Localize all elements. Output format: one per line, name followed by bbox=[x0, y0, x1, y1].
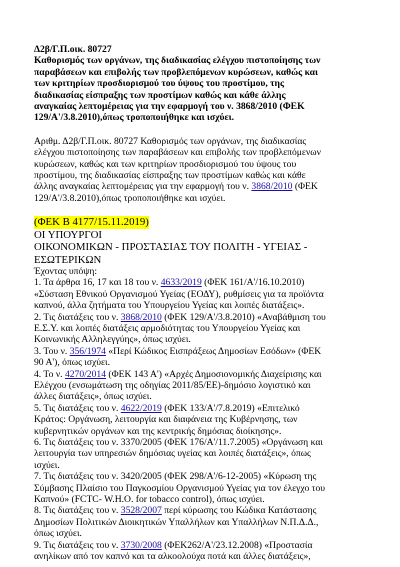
list-item: 7. Τις διατάξεις του ν. 3420/2005 (ΦΕΚ 298/Α'/6-12-2005) «Κύρωση της bbox=[34, 471, 317, 483]
ministers-title: ΟΙ ΥΠΟΥΡΓΟΙ bbox=[34, 228, 102, 241]
list-item-text: Δημοσίων Πολιτικών Διοικητικών Υπαλλήλων και Υπαλλήλων Ν.Π.Δ.Δ., bbox=[34, 516, 319, 528]
list-item: 6. Τις διατάξεις του ν. 3370/2005 (ΦΕΚ 176/Α'/11.7.2005) «Οργάνωση και bbox=[34, 437, 323, 448]
summary-line: ελέγχου πιστοποίησης των παραβάσεων και επιβολής των προβλεπόμενων bbox=[34, 147, 321, 159]
list-item-text: Κοινωνικής Αλληλεγγύης», όπως ισχύει. bbox=[34, 334, 191, 346]
list-item: 9. Τις διατάξεις του ν. 3730/2008 (ΦΕΚ262/Α'/23.12.2008) «Προστασία bbox=[34, 539, 313, 551]
document-title bbox=[34, 44, 376, 124]
title-line: διαδικασίας είσπραξης των προστίμων καθώς και κάθε άλλης bbox=[34, 89, 286, 101]
list-item: 5. Τις διατάξεις του ν. 4622/2019 (ΦΕΚ 133/Α'/7.8.2019) «Επιτελικό bbox=[34, 402, 300, 414]
summary-text: άλλης αναγκαίας λεπτομέρειας για την εφαρμογή του ν. bbox=[34, 181, 252, 193]
list-item-text: κυβερνητικών οργάνων και της κεντρικής δημόσιας διοίκησης». bbox=[34, 425, 282, 437]
list-item-text: λειτουργία των υπηρεσιών δημόσιας υγείας και λοιπές διατάξεις», όπως bbox=[34, 448, 311, 460]
summary-line: 129/Α'/3.8.2010),όπως τροποποιήθηκε και ισχύει. bbox=[34, 192, 226, 204]
list-item-text: Σύμβασης Πλαίσιο του Παγκοσμίου Οργανισμού Υγείας για τον έλεγχο του bbox=[34, 482, 326, 494]
law-link-4270-2014[interactable]: 4270/2014 bbox=[64, 368, 106, 380]
list-item: 2. Τις διατάξεις του ν. 3868/2010 (ΦΕΚ 129/Α'/3.8.2010) «Αναβάθμιση του bbox=[34, 311, 326, 323]
law-link-4622-2019[interactable]: 4622/2019 bbox=[120, 402, 162, 414]
summary-line: προστίμου, της διαδικασίας είσπραξης των προστίμων καθώς και κάθε bbox=[34, 170, 306, 182]
decision-summary bbox=[34, 136, 376, 204]
list-item-text: 90 Α'), όπως ισχύει. bbox=[34, 357, 111, 369]
title-line: 129/Α'/3.8.2010),όπως τροποποιήθηκε και ισχύει. bbox=[34, 112, 235, 124]
list-item-text: Κράτος: Οργάνωση, λειτουργία και διαφάνεια της Κυβέρνησης, των bbox=[34, 414, 298, 426]
title-line: αναγκαίας λεπτομέρειας για την εφαρμογή του ν. 3868/2010 (ΦΕΚ bbox=[34, 101, 305, 113]
decision-number: Δ2β/Γ.Π.οικ. 80727 bbox=[34, 44, 112, 55]
law-link-3868-2010[interactable]: 3868/2010 bbox=[120, 311, 162, 323]
list-item: 1. Τα άρθρα 16, 17 και 18 του ν. 4633/2019 (ΦΕΚ 161/Α'/16.10.2010) bbox=[34, 277, 305, 289]
list-item-text: όπως ισχύει. bbox=[34, 528, 82, 540]
ministries-line: ΕΣΩΤΕΡΙΚΩΝ bbox=[34, 253, 102, 266]
title-line: Καθορισμός των οργάνων, της διαδικασίας ελέγχου πιστοποίησης των bbox=[34, 55, 321, 67]
list-item-text: καπνού, άλλα ζητήματα του Υπουργείου Υγείας και λοιπές διατάξεις». bbox=[34, 300, 305, 312]
law-link-3528-2007[interactable]: 3528/2007 bbox=[120, 505, 162, 517]
list-item: 3. Του ν. 356/1974 «Περί Κώδικος Εισπράξεως Δημοσίων Εσόδων» (ΦΕΚ bbox=[34, 345, 322, 357]
list-item-text: «Σύσταση Εθνικού Οργανισμού Υγείας (ΕΟΔΥ), ρυθμίσεις για τα προϊόντα bbox=[34, 288, 324, 300]
list-item-text: ανηλίκων από τον καπνό και τα αλκοολούχα ποτά και άλλες διατάξεις», bbox=[34, 551, 311, 563]
law-link-4633-2019[interactable]: 4633/2019 bbox=[160, 277, 202, 289]
summary-text: (ΦΕΚ bbox=[292, 181, 318, 193]
having-regard-label: Έχοντας υπόψη: bbox=[34, 265, 97, 277]
list-item-text: Ελέγχου (ενσωμάτωση της οδηγίας 2011/85/ΕΕ)-δημόσιο λογιστικό και bbox=[34, 379, 311, 391]
title-line: των κριτηρίων προσδιορισμού του ύψους του προστίμου, της bbox=[34, 78, 285, 90]
fek-reference-highlight: (ΦΕΚ Β 4177/15.11.2019) bbox=[34, 216, 149, 229]
list-item-text: Ε.Σ.Υ. και λοιπές διατάξεις αρμοδιότητας του Υπουργείου Υγείας και bbox=[34, 322, 301, 334]
law-link-3730-2008[interactable]: 3730/2008 bbox=[120, 539, 162, 551]
list-item-text: ισχύει. bbox=[34, 459, 60, 471]
summary-line bbox=[34, 181, 376, 192]
title-line: παραβάσεων και επιβολής των προβλεπόμενων κυρώσεων, καθώς και bbox=[34, 66, 318, 78]
list-item-text: άλλες διατάξεις», όπως ισχύει. bbox=[34, 391, 152, 403]
ministers-heading bbox=[34, 229, 376, 266]
law-link-3868-2010[interactable]: 3868/2010 bbox=[251, 181, 293, 193]
law-link-356-1974[interactable]: 356/1974 bbox=[69, 345, 106, 357]
list-item-text: Καπνού» (FCTC- W.H.O. for tobacco control), όπως ισχύει. bbox=[34, 494, 265, 506]
summary-line: Αριθμ. Δ2β/Γ.Π.οικ. 80727 Καθορισμός των οργάνων, της διαδικασίας bbox=[34, 135, 307, 147]
list-item: 4. Το ν. 4270/2014 (ΦΕΚ 143 Α') «Αρχές Δημοσιονομικής Διαχείρισης και bbox=[34, 368, 322, 380]
ministries-line: ΟΙΚΟΝΟΜΙΚΩΝ - ΠΡΟΣΤΑΣΙΑΣ ΤΟΥ ΠΟΛΙΤΗ - ΥΓΕΙΑΣ - bbox=[34, 241, 308, 254]
list-item: 8. Τις διατάξεις του ν. 3528/2007 περί κύρωσης του Κώδικα Κατάστασης bbox=[34, 505, 317, 517]
considerations-list bbox=[34, 266, 376, 563]
summary-line: κυρώσεων, καθώς και των κριτηρίων προσδιορισμού του ύψους του bbox=[34, 158, 297, 170]
